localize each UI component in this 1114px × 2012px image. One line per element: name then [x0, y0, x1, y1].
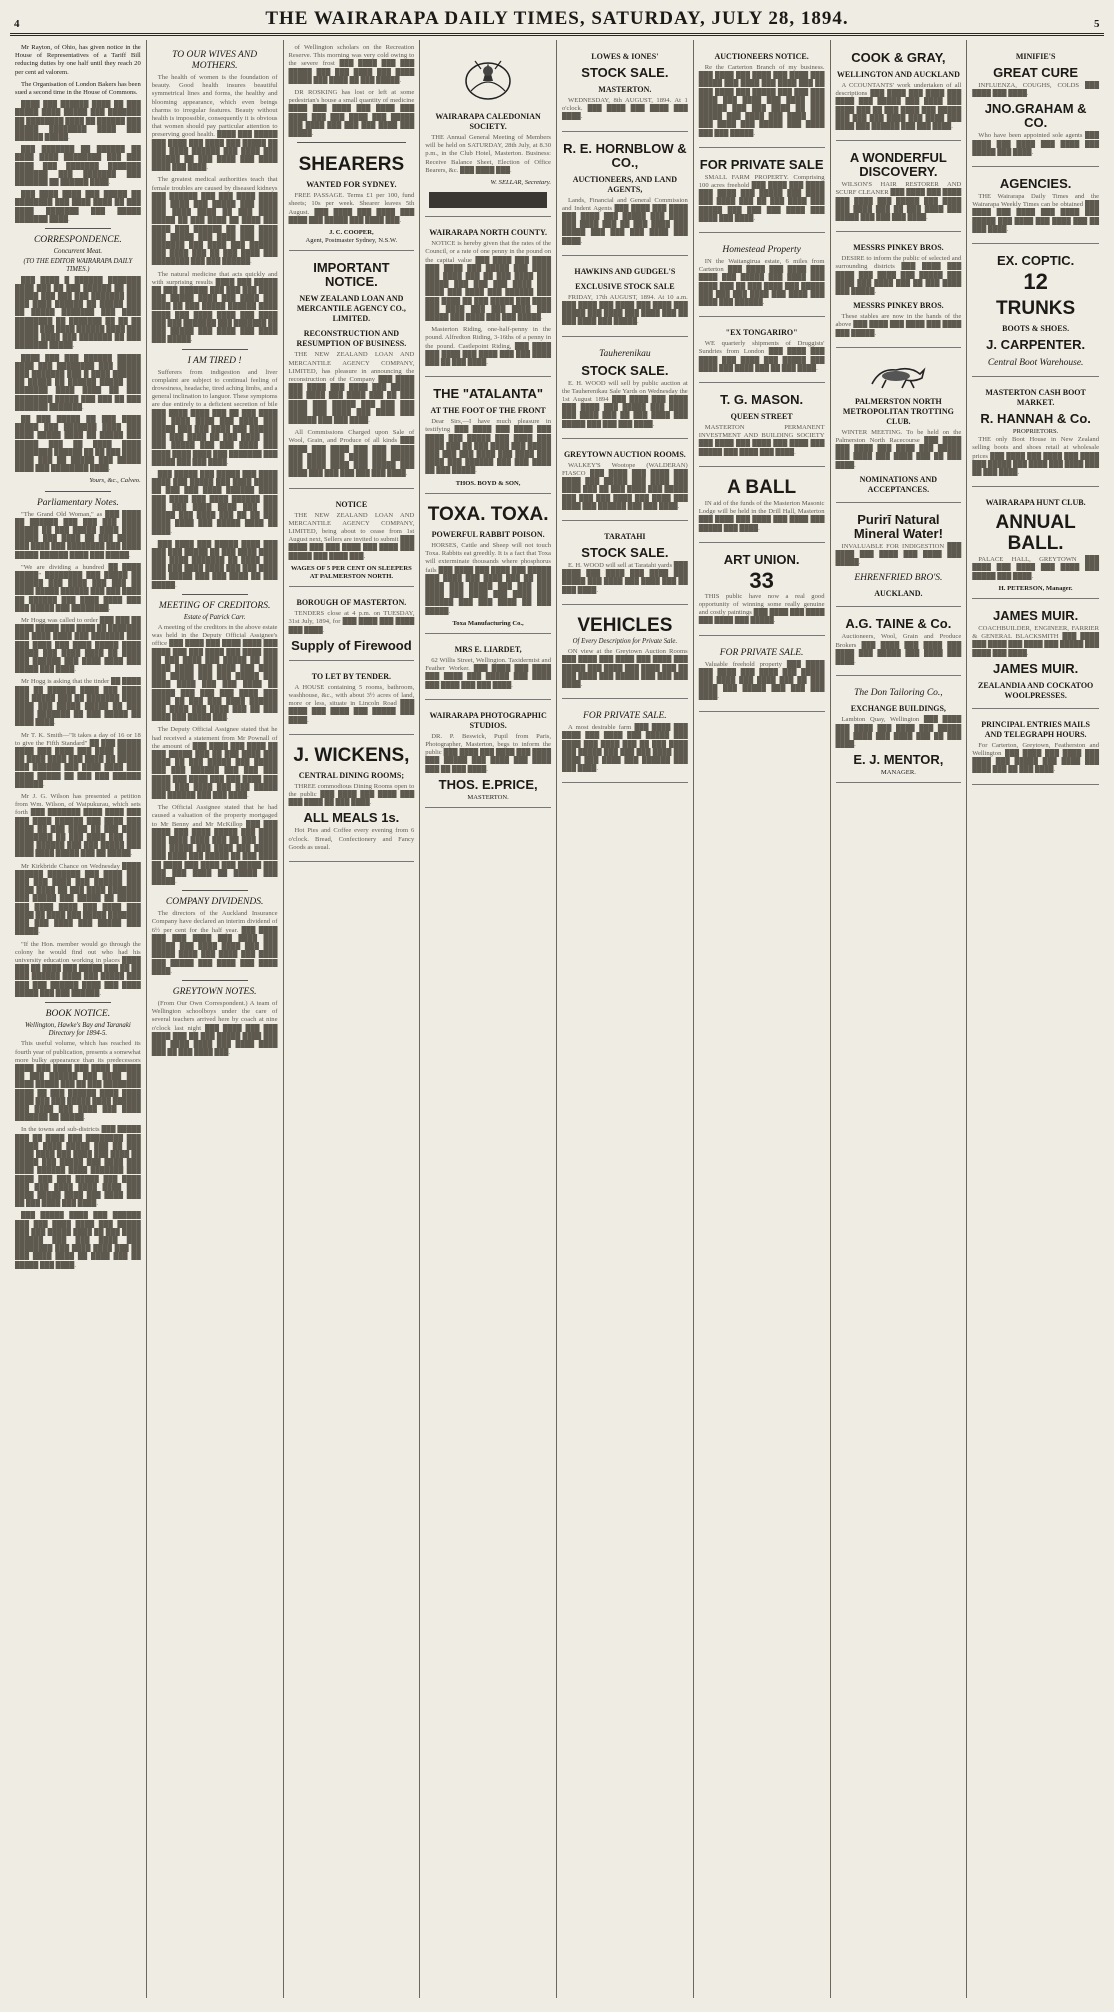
- boots-title: BOOTS & SHOES.: [1002, 324, 1070, 334]
- ehrenfried-place: AUCKLAND.: [874, 589, 923, 599]
- hunt-club-title: WAIRARAPA HUNT CLUB.: [985, 498, 1086, 508]
- column-7: [831, 40, 968, 1998]
- divider: [182, 594, 248, 595]
- ad-text: Auctioneers, Wool, Grain and Produce Brokers ███ ████ ███ ████ ███ ████ ███ █████ ███ ████ ███ ████.: [835, 633, 962, 666]
- column-6: [694, 40, 831, 1998]
- private-sale2-title: FOR PRIVATE SALE: [699, 156, 824, 172]
- mineral-water-title: Purirī Natural Mineral Water!: [853, 511, 943, 541]
- cockatoo-title: ZEALANDIA AND COCKATOO WOOLPRESSES.: [977, 680, 1094, 700]
- body-text: ███ ███████ ██ ██████ ██ ████ ████ ████████ ███ ███ ████ ███ ███████ ███████ ███████ ███ ███████ ███ ███████ ██ ██████ ████.: [15, 146, 141, 187]
- ad-private-sale-3: [699, 639, 825, 712]
- ad-cook-gray: [836, 44, 962, 141]
- body-text: Mr T. K. Smith—"It takes a day of 16 or 18 to give the Fifth Standard" ██ ███ █████ ████ ███ ████ ███ ████ █████ ██ ████ ████ ███ ████ ██ █████ ███ ██████ ███ ████ ████ ███ ████ █████ ██ ███ ███ ██████ ██████.: [15, 731, 141, 788]
- ad-telegraph: [972, 712, 1099, 785]
- stock-sale3-title: STOCK SALE.: [581, 545, 669, 561]
- tauherenikau-title: Tauherenikau: [599, 348, 651, 359]
- ad-text: Lands, Financial and General Commission and Indent Agents ███ ████ ███ ████ ███ ████ ███ █████ ███ ████ ███ ████ ███ ██ ███ ████ ███ █████ ███ ███ ███ ████ ███ ████.: [562, 196, 688, 245]
- pinkey2-title: MESSRS PINKEY BROS.: [853, 301, 944, 311]
- dividends-heading: COMPANY DIVIDENDS.: [165, 897, 264, 908]
- ad-atalanta: [425, 380, 551, 494]
- hawkins-title: HAWKINS AND GUDGEL'S: [574, 266, 676, 276]
- ad-pinkey: [836, 235, 962, 348]
- body-text: A meeting of the creditors in the above estate was held in the Deputy Official Assignee's office ███ ████ ███ ████ ████ ███ ████ ███ ███ ████ ███ ████ ███ ██ ███ ████ ███ █████ ██ ███ ████ ████ ███ ████ ███ ████ ███ █████ ███ ███ █████ ███ ████ ████ ███ ███ ████ ██ █████ ███ ███ ███ ████ ███ ████ ██ ███ ███ ████ ██████ ███ ████ ███ ████ ███ ██ ███ ████ ███ █████ ███.: [151, 623, 278, 722]
- wages-line: WAGES OF 5 PER CENT ON SLEEPERS AT PALMERSTON NORTH.: [290, 564, 412, 580]
- body-text: Mr Hogg is asking that the tinder ██ ████ ███ ██ ██████ ████ ███ ████ ███ █████ ███ ██ ███████ ████ ████ ███ █████ █████ ██ ███ ████ ███████ ██ ███ █████ ██ ████ ████.: [15, 678, 141, 727]
- divider: [182, 980, 248, 981]
- divider: [182, 349, 248, 350]
- ad-text: HORSES, Cattle and Sheep will not touch Toxa. Rabbits eat greedily. It is a fact that Toxa will exterminate thousands where phosphorus fails ███ ████ ███ ████ ███ █████ ███ ████ ███ ████ ███ ██ ███ ████ ███ █████ ███ ███ ███ ████ ███ ████ ███ ████ ███ ██████ ███ ███ ████ ██ ███ █████.: [425, 541, 551, 615]
- ad-agencies: [972, 170, 1099, 244]
- ad-text: INFLUENZA, COUGHS, COLDS ███ ████ ███ ████.: [972, 82, 1099, 98]
- ad-text: MASTERTON PERMANENT INVESTMENT AND BUILDING SOCIETY ███ ████ ███ ████ ███ ████ ███ █████ ███ ████ ███ ████.: [698, 424, 825, 456]
- ad-hornblow: [562, 135, 688, 256]
- ad-discovery: [836, 144, 962, 232]
- graham-title: JNO.GRAHAM & CO.: [984, 101, 1087, 131]
- ad-private-sale-2: [699, 151, 825, 233]
- ad-notice-wages: [289, 492, 415, 588]
- correspondence-to: (TO THE EDITOR WAIRARAPA DAILY TIMES.): [23, 258, 133, 274]
- correspondence-subheading: Concurrent Meat.: [53, 248, 103, 256]
- annual-ball-title: ANNUAL BALL.: [995, 512, 1076, 555]
- hannah-subtitle: PROPRIETORS.: [1012, 428, 1059, 436]
- agencies-title: AGENCIES.: [999, 176, 1072, 192]
- ad-ball: [699, 470, 825, 543]
- ball-title: A BALL: [727, 476, 797, 498]
- discovery-title: A WONDERFUL DISCOVERY.: [849, 150, 947, 180]
- ad-text: THE Annual General Meeting of Members will be held on SATURDAY, 28th July, at 8.30 p.m., in the Club Hotel, Masterton. Business: Receive Balance Sheet, Election of Office Bearers, &c. ███ ████ ███.: [425, 134, 551, 174]
- ad-private-sale: [562, 702, 688, 783]
- ad-north-county: [425, 220, 551, 377]
- shearers-title: SHEARERS: [298, 154, 405, 176]
- body-text: DR ROSKING has lost or left at some pedestrian's house a small quantity of medicine ████ ███ ████ ███ ████ ███ ████ ███ ███ ████ ███ █████ ███ ████ ███ ███ ███ ████ ███ █████.: [288, 89, 415, 138]
- shearers-contact: J. C. COOPER,: [329, 229, 374, 237]
- divider: [182, 890, 248, 891]
- ad-taine: [836, 610, 962, 676]
- ad-hawkins: [562, 259, 688, 337]
- tired-heading: I AM TIRED !: [187, 355, 242, 366]
- liardet-name: MRS E. LIARDET,: [454, 644, 522, 654]
- ad-taratahi: [562, 524, 688, 605]
- body-text: "We are dividing a hundred ██ ████ █████" ████████ ███ █████ ██ ██████ ███ ████ ███ ███ ██ ████ █████ ██████ ███ ███ ████ ██ ██████ ███ ████ ████ ███ ███ █████ ███ ████████.: [15, 563, 141, 612]
- art-union-number: 33: [749, 567, 774, 593]
- ad-text: THREE commodious Dining Rooms open to the public ███ ████ ███ ████ ███ ███ ████ ██ ███ ████.: [288, 782, 415, 807]
- firewood: Supply of Firewood: [291, 637, 412, 653]
- body-text: The health of women is the foundation of beauty. Good health insures beautiful symmetrical lines and forms, the healthy and blooming appearance, which even beings charms to irregular features. Beauty without health is impossible, consequently it is obvious that women should pay particular attention to preserving good health. ████ ███ █████ ███ ████ ███ ████ ███ █████ ██ ███ ████ ██████ ███ ████ ███ ██████ ██ ███ ████ ███ ████ ████ ███ ████.: [151, 74, 278, 172]
- ad-shearers: [289, 147, 415, 251]
- ad-text: A CCOUNTANTS' work undertaken of all descriptions ███ ████ ███ ████ ███ ████ ███ █████ ███ ████ ███ ████ ███ ██ ███ ████ ███ █████ ███ ███ ███ ████ ███ ████ ███ ████ ███ ██████ ███ ███ ████.: [835, 82, 962, 131]
- body-text: ███ █████ ████ ███ ██████ ███ ███ ████ ████ ███ █████ ███ ███ █████ ████ ██ ███ ████ ██████ ███ ███ ████ ███ ████████ ███ ████ ████ ███ ██ ███ ████ ████ ██ ████ ███ ██ █████ ███ ████.: [15, 1212, 141, 1269]
- ad-homestead: [699, 236, 825, 317]
- body-text: In the towns and sub-districts ███ █████ ███ ██ ████ ███ ████████ ███ █████ ████ █████ ███ ██ ███ ████ ████ ███ ████ ███ ████ ██ █████ ███ █████ ███ ████ ███ ████ ██████ ████ ███████ ███ ████ ███ ███ █████ ███ ████ ███ ███ ████ ████ ████ ███ ████ █████ ████ ███ ████ ███ ██ ███ ████ ███ ████.: [15, 1126, 141, 1208]
- notice-title: IMPORTANT NOTICE.: [313, 260, 390, 290]
- mentor-name: E. J. MENTOR,: [853, 752, 944, 768]
- letter-body: ███ ████ █ ██████ ███████ ████ ███ ██ ███ ██████ ██ ███ █████ ███ ███ ███ ███████ ███ ███ ████ ██████ ██ █████ ███ ██ █████ ███████ ███ ████ ████████ ██ ███████ ██ ██ ██ █████ ███ ████ ██████ ████ ███ █████ ████ ███ ███████ ██ ███ ███████ █████.: [15, 276, 141, 350]
- ad-text: Who have been appointed sole agents ███ ████ ███ ████ ███ ████ ███ █████ ███ ████.: [972, 132, 1099, 156]
- ad-auctioneers-notice: [699, 44, 825, 148]
- ad-text: THIS public have now a real good opportunity of winning some really genuine and costly paintings ███ ████ ███ ████ ███ ████ ███ █████.: [698, 592, 825, 625]
- ad-tongariro: [699, 320, 825, 383]
- ad-text: For Carterton, Greytown, Featherston and Wellington ███ ████ ███ ████ ███ ████ ███ █████ ███ ████ ███ ████ ███ ██ ███ ████.: [972, 741, 1099, 774]
- greytown-auction-title: GREYTOWN AUCTION ROOMS.: [563, 449, 686, 459]
- ad-text: WALKEY'S Wootope (WALDERAN) FIASCO ███ ████ ███ ████ ███ ████ ███ █████ ███ ████ ███ ████ ███ ██ ███ ████ ███ █████ ███ ███ ███ ████ ███ ████ ███ ████ ███ ██████ ███ ███ ████.: [562, 461, 688, 510]
- hawkins-subtitle: EXCLUSIVE STOCK SALE: [575, 281, 675, 291]
- ad-text: WILSON'S HAIR RESTORER AND SCURF CLEANER ███ ████ ███ ████ ███ ████ ███ █████ ███ ████ ███ ████ ███ ██ ███ ████ ███ █████ ███ ███ ███ ████.: [835, 181, 962, 222]
- ad-text: NOTICE is hereby given that the rates of the Council, or a rate of one penny in the pound on the capital value ███ ████ ███ ████ ███ ████ ███ █████ ███ ████ ███ ████ ███ ██ ███ ████ ███ █████ ███ ███ ███ ████ ███ ████ ███ ████ ███ ██████ ███ ███ ████ ██ ███ █████ ███ ████ ███ ████ ███ ███ ████ ███ █████ ███ ████ ███ ███ █████.: [425, 240, 551, 322]
- divider: [45, 1002, 111, 1003]
- ad-text: DESIRE to inform the public of selected and surrounding districts ███ ████ ███ ████ ███ ████ ███ █████ ███ ████ ███ ████ ███ ██ ███ ████ ███ █████.: [835, 255, 962, 296]
- ad-caledonian: [425, 44, 551, 217]
- letter-body: ██ ███ █████ ██ ███ ████ █████ ███ ███████ ████ ███ ████ █████ ████ ██ █████ ███ █████ ███ ██ ████ ████ ████████ ██████ ██ ██ ███ ████ ████ ███ ██ █████ ███ █████ ████ ███ ████████ ████.: [15, 415, 141, 473]
- great-cure-title: GREAT CURE: [993, 65, 1079, 80]
- wives-heading: TO OUR WIVES AND MOTHERS.: [172, 50, 258, 71]
- price-place: MASTERTON.: [467, 793, 509, 801]
- ad-hunt-club: [972, 490, 1099, 599]
- book-notice-subheading: Wellington, Hawke's Bay and Taranaki Directory for 1894-5.: [25, 1021, 131, 1038]
- divider: [45, 228, 111, 229]
- taratahi-title: TARATAHI: [604, 532, 646, 542]
- body-text: Mr Hogg was called to order ███ ███ ██ ████ █████ ███ ████ ██ ███████ ███ ████ ████ ███ ███████ ███ ███ ████ ███ ████ █████ ████ █████ ███ ████ ████ ██ ████ ███ ██████ ███ ████ ████ ███ █████ ███ ████.: [15, 616, 141, 674]
- ad-text: FREE PASSAGE. Terms £1 per 100, fund sheets; 10s per week. Shearer leaves 5th August. ███ ████ ███ ████ ███ ████ ███ █████ ███ ████ ███.: [288, 192, 415, 224]
- nominations-title: NOMINATIONS AND ACCEPTANCES.: [859, 474, 938, 494]
- correspondence-heading: CORRESPONDENCE.: [33, 235, 122, 246]
- vehicles-subtitle: Of Every Description for Private Sale.: [572, 637, 678, 645]
- column-4: [420, 40, 557, 1998]
- letter-body: ████ ███ ███ ██████ █████ ████ ███ ████████ ███ █████ ███ ███████ ███ █ ████ ██████ ██ █████ ██ ██████ █████ ███ ███████ ████ ████ ██ ███ ████████ █████ ███ ███ ██ ███ ███████ ███████.: [15, 354, 141, 411]
- meeting-heading: MEETING OF CREDITORS.: [158, 600, 271, 611]
- ad-text: THE NEW ZEALAND LOAN AND MERCANTILE AGENCY COMPANY, LIMITED, has pleasure in announcing the reconstruction of the Company ███ ████ ███ ████ ███ ████ ███ █████ ███ ████ ███ ████ ███ ██ ███ ████ ███ █████ ███ ███ ███ ████ ███ ████ ███ ████ ███ ██████ ███ ███ ████.: [288, 351, 415, 425]
- dark-band: [429, 192, 547, 208]
- body-text: The Deputy Official Assignee stated that he had received a statement from Mr Pownall of the amount of ███ ████ ███ ████ ██ ███ █████ ███ ██ ███ ████ ███ ████ ██ ███ █████ ███ █████ ███ ███ ██████ ███ ███ ███ ████ ███ ████ ███ ███ ████ ███ ████ ███ ████ ███ ███ █████ ███ ██████ ███ ███ ████.: [151, 726, 278, 800]
- column-1: [10, 40, 147, 1998]
- hornblow-subtitle: AUCTIONEERS, AND LAND AGENTS,: [572, 174, 677, 194]
- ad-text: A most desirable farm ███ ████ ███ ████ ███ ████ ███ █████ ███ ████ ███ ████ ███ ██ ███ ████ ███ █████ ███ ███ ███ ████ ███ ████ ███ ████ ███ ██████ ███ ███ ████.: [562, 724, 688, 773]
- ad-text: FRIDAY, 17th AUGUST, 1894. At 10 a.m. ███ ████ ███ ████ ███ ████ ███ █████ ███ ████ ███ ████ ███ ██ ███ ████ ███ █████.: [562, 293, 688, 326]
- body-text: Mr J. G. Wilson has presented a petition from Wm. Wilson, of Waipukurau, which sets forth ███ ███████ ████ ████ ███ ███ ████ ██████ ███ ████ ███ ████ ██ ███ ████ ██ ███ ████ ████████ ██ ███ ████ ███ ███ ████ ██████ ███ ███ █████ ███ ████ ████ █████ ███ ██ █████.: [15, 793, 141, 858]
- price-name: THOS. E.PRICE,: [438, 776, 538, 792]
- body-text: (From Our Own Correspondent.) A team of Wellington schoolboys under the care of several teachers arrived here by coach at nine o'clock last night ███ ████ ███ ███ ████ ███ ██ ███ █████ ████ ███ ███ ████ ████ ███ ████ ████ ███ ██ ███ ████ ███.: [151, 999, 278, 1057]
- reconstruction: RECONSTRUCTION AND RESUMPTION OF BUSINESS.: [296, 329, 407, 349]
- cook-gray-title: COOK & GRAY,: [851, 50, 946, 65]
- toxa-title: TOXA. TOXA.: [427, 503, 549, 525]
- ad-text: Masterton Riding, one-half-penny in the pound. Alfredton Riding, 3-16ths of a penny in the pound. Castlepoint Riding, ███ ████ ███ ████ ███ ████ ███ ███ ████ ███ ██ ███ ████.: [425, 326, 551, 367]
- horse-emblem-icon: [836, 358, 962, 392]
- greytown-heading: GREYTOWN NOTES.: [172, 986, 257, 997]
- wickens-title: J. WICKENS,: [293, 744, 410, 766]
- ad-mason: [699, 386, 825, 467]
- body-text: ███ ████ ███ █████ ████ ███ ███ ███ █████ ██ ███ ████ ████ ███ ████ ███████ ██ ████ ███ ███ ███ ████ ████ ███ ███ ████ ███ █████ ███ ███ ████ ██ ███ █████.: [151, 540, 278, 589]
- body-text: Mr Kirkbride Chance on Wednesday ████ ██████ ███████ ███ ████ ███ ███ ███ ████ ███ ██████ ███ ████ ████ ██ ███ ████ ███████ ███ █████ ███ █████ ██ █████ ███ ████ ████ ███ ████ ███ ████ ██ ████ ███ █████ ███████ ███ ███ ████ ███ █████ ███ █████.: [15, 862, 141, 936]
- ad-text: E. H. WOOD will sell at Taratahi yards ███ ████ ███ ████ ███ ████ ███ █████ ███ ████ ███ ████ ███ ██ ███ ████.: [562, 562, 688, 594]
- coptic-title: EX. COPTIC.: [996, 253, 1075, 269]
- thistle-emblem-icon: [425, 51, 551, 107]
- ad-greytown-auction: [562, 442, 688, 521]
- body-text: The directors of the Auckland Insurance Company have declared an interim dividend of 6½ per cent for the half year. ███ ████ ███ ███ ████ ███ ████ ███ █████ ███ ████ ████ ███ ███ █████ ████ ███ ████ ███ ████ ███ █████ ███ ████ ███ ████ ████.: [151, 910, 278, 975]
- ad-tauherenikau: [562, 340, 688, 439]
- ad-text: INVALUABLE FOR INDIGESTION ███ ████ ███ ████ ███ ████ ███ █████.: [835, 542, 962, 567]
- news-item: The Organisation of London Bakers has been sued a second time in the House of Commons.: [15, 80, 141, 97]
- ad-wickens: [289, 738, 415, 862]
- muir2-title: JAMES MUIR.: [993, 660, 1079, 676]
- ad-muir: [972, 602, 1099, 709]
- north-county-title: WAIRARAPA NORTH COUNTY.: [429, 228, 547, 238]
- society-title: WAIRARAPA CALEDONIAN SOCIETY.: [435, 112, 541, 131]
- photo-studios-title: WAIRARAPA PHOTOGRAPHIC STUDIOS.: [429, 710, 547, 730]
- ad-text: Hot Pies and Coffee every evening from 6 o'clock. Bread, Confectionery and Fancy Goods as usual.: [288, 827, 415, 851]
- ad-lowes-stock-sale: [562, 44, 688, 132]
- trunks-count: 12: [1023, 269, 1048, 295]
- atalanta-title: THE "ATALANTA": [433, 386, 544, 402]
- ad-important-notice: [289, 254, 415, 488]
- hannah-title: R. HANNAH & Co.: [980, 411, 1091, 427]
- boyd-name: THOS. BOYD & SON,: [455, 479, 521, 487]
- stock-sale-title: STOCK SALE.: [581, 65, 669, 80]
- borough-title: BOROUGH OF MASTERTON.: [296, 598, 407, 608]
- newspaper-title: THE WAIRARAPA DAILY TIMES, SATURDAY, JULY 28, 1894.: [265, 8, 849, 29]
- tailoring-title: The Don Tailoring Co.,: [854, 688, 943, 699]
- body-text: ████ ███ ██████ ████ ██ ███ █████ ████ █████ ███ ███████ ██ ████████ ████ ██ ██████ ███ █████ ████████ ████ ███ ██████ █████.: [15, 101, 141, 142]
- ad-text: ON view at the Greytown Auction Rooms ███ ████ ███ ████ ███ ████ ███ █████ ███ ████ ███ ████ ███ ██ ███ ████ ███ █████ ███ ███ ███ ████.: [562, 648, 688, 688]
- ad-text: 62 Willis Street, Wellington. Taxidermist and Feather Worker. ███ ████ ███ ████ ███ ████ ███ █████ ███ ████ ███ ████ ███ ███ ████.: [425, 656, 551, 689]
- shearers-agent: Agent, Postmaster Sydney, N.S.W.: [305, 237, 398, 245]
- hornblow-title: R. E. HORNBLOW & CO.,: [563, 140, 687, 170]
- book-notice-heading: BOOK NOTICE.: [45, 1008, 111, 1019]
- ad-text: COACHBUILDER, ENGINEER, FARRIER & GENERAL BLACKSMITH ███ ████ ███ ████ ███ ████ ███ █████ ███ ████ ███ ████.: [972, 625, 1099, 657]
- ad-text: Lambton Quay, Wellington ███ ████ ███ ████ ███ ████ ███ █████ ███ ████ ███ ████ ███ ██ ███ ████.: [835, 716, 962, 748]
- body-text: The greatest medical authorities teach that female troubles are caused by diseased kidneys ███ ██████ ███ ███ ████ ████ ███ ████ ███ █████ ███ ████ ███ ████ ████ ██ ███ ████ █████ ██ ███ ████ ██ ████ ███ ████ ███ ██████ ██ ███ ████ ███ █████ ███ ████ ███ ████ ███████ ███ ████ ███ ██████ ███ ████ ███ ██ ███ ████ ███ ████████ ███ ███ ██████.: [151, 176, 278, 266]
- body-text: The natural medicine that acts quickly and with surprising results ████ ███ █████ ██ ███ ██████ ███ ███ ███ ████ ███ █████ ████ ███ ████ ███ ████ ██ ███ █████ ██████ ████ ████ ███ ████ ████ ███ ████ ███ ███ ███████ ███ ███████ ██ ███ █████ ███ ████ ███ ████ ███ █████.: [151, 270, 278, 344]
- page-number-left: 4: [14, 18, 20, 30]
- notice2-title: NOTICE: [335, 499, 368, 509]
- ad-text: Valuable freehold property ███ ████ ███ ████ ███ ████ ███ █████ ███ ████ ███ ████ ███ ██ ███ ████ ███ █████ ███ ███ ███ ████.: [698, 660, 825, 701]
- ad-photo-studios: [425, 703, 551, 808]
- mason-subtitle: QUEEN STREET: [730, 412, 793, 422]
- auctioneers-title: AUCTIONEERS NOTICE.: [714, 52, 809, 61]
- society-signature: W. SELLAR, Secretary.: [490, 179, 551, 187]
- divider: [45, 491, 111, 492]
- ad-toxa: [425, 497, 551, 634]
- ad-coptic: [972, 247, 1099, 377]
- ad-vehicles: [562, 608, 688, 699]
- ad-cash-boot: [972, 380, 1099, 487]
- toxa-company: Toxa Manufacturing Co.,: [452, 619, 524, 627]
- column-5: [557, 40, 694, 1998]
- shearers-subtitle: WANTED FOR SYDNEY.: [306, 180, 397, 190]
- private-sale-title: FOR PRIVATE SALE.: [583, 711, 667, 722]
- telegraph-title: PRINCIPAL ENTRIES MAILS AND TELEGRAPH HOURS.: [981, 719, 1090, 739]
- ad-trotting-club: [836, 351, 962, 503]
- news-item: Mr Rayton, of Ohio, has given notice in the House of Representatives of a Tariff Bill reducing duties by one half until they reach 20 per cent ad valorem.: [15, 44, 141, 76]
- to-let-title: TO LET BY TENDER.: [311, 671, 392, 681]
- body-text: ███ █████ ███ █████ ███ ████ ████ ███ █████ ███ ████ █████ ██ ███ ███ ████ ██████ ████ ███ ████ ███ ████ ██████ ███ ███ ███ ████ ████ ███ ███ █████ ███ ████ ███ ██ ██ ███ ████ ████ ███ █████ ████ ██ ████.: [151, 470, 278, 536]
- body-text: The Official Assignee stated that he had caused a valuation of the property mortgaged to Mr Benny and Mr McKillop ███ ███ ████ ███ ████ █████ ███ ████ ███ ████ ████ ███ ██ ███ ████ ███ █████ ███ ████ ███ █████ ███ ████ ███ █████ ██ ███ ████ ██ ████ ███ ████ ███ █████ ███ ███ ███ ████ ██ █████ ███ █████.: [151, 804, 278, 886]
- column-3: [284, 40, 421, 1998]
- art-union-title: ART UNION.: [723, 551, 800, 567]
- body-text: Sufferers from indigestion and liver complaint are subject to continual feeling of drowsiness, headache, tired aching limbs, and a general inclination to languor. These symptoms are due entirely to a deficient secretion of bile ███ ████ ████ ███ ██ ███ ████ ███ ████ ████ ███ ████ ███ █████ ███ ███ ████ ███ ██████ ███ ███ ████ ██ ███ ████ ███ ███ █████ ███ ███ ████ ███ ████ ████ ████ ███ ███████ ███ █████ ███ ███ ████.: [151, 368, 278, 466]
- ad-text: WINTER MEETING. To be held on the Palmerston North Racecourse ███ ████ ███ ████ ███ ████ ███ █████ ███ ████ ███ ████ ███ ██ ███ ████.: [835, 428, 962, 469]
- atalanta-subtitle: AT THE FOOT OF THE FRONT: [430, 406, 546, 416]
- ad-text: THE only Boot House in New Zealand selling boots and shoes retail at wholesale prices ███ ████ ███ ████ ███ ████ ███ █████ ███ ████ ███ ████ ███ ██ ███ ████.: [972, 436, 1099, 477]
- ad-text: THE Wairarapa Daily Times and the Wairarapa Weekly Times can be obtained ███ ████ ███ ████ ███ ████ ███ █████ ███ ████ ███ ████ ███ ██ ███ ████.: [972, 193, 1099, 233]
- divider: [297, 142, 407, 143]
- peterson-name: H. PETERSON, Manager.: [998, 584, 1073, 592]
- ad-text: TENDERS close at 4 p.m. on TUESDAY, 31st July, 1894, for ███ ████ ███ ████ ███ ████.: [288, 610, 415, 634]
- ad-borough: [289, 590, 415, 661]
- ad-art-union: [699, 546, 825, 636]
- body-text: "The Grand Old Woman," as ███ ████ ██ ██████ ███ ███ ███ ████ █████ ██ ███ █████ ████ ████ █████ ███ ████ ██ ███ █████ ███ ████ ███ ████████ ███ ████ █████ ██████ ████ ███ █████.: [15, 510, 141, 559]
- body-text: ███ ████ ████ ███ █████ ██ ████████ ███ ████ ████ ██ ███ ████ ███████ ███ █████ ███████ ████.: [15, 191, 141, 223]
- ad-text: DR. P. Beswick, Pupil from Paris, Photographer, Masterton, begs to inform the public ███ ████ ███ ████ ███ ████ ███ █████ ███ ████ ███ ████ ███ ██ ███ ████.: [425, 732, 551, 773]
- tongariro-title: "EX TONGARIRO": [725, 328, 798, 338]
- page-number-right: 5: [1094, 18, 1100, 30]
- ad-text: IN the Waitangirua estate, 6 miles from Carterton ███ ████ ███ ████ ███ ████ ███ █████ ███ ████ ███ ████ ███ ██ ███ ████ ███ █████ ███ ███ ███ ████ ███ ████ ███ ████ ███ ██████.: [698, 258, 825, 307]
- pinkey-title: MESSRS PINKEY BROS.: [853, 243, 944, 253]
- meeting-subheading: Estate of Patrick Carr.: [183, 613, 246, 621]
- trunks-title: TRUNKS: [996, 298, 1076, 320]
- stock-sale2-title: STOCK SALE.: [581, 362, 669, 378]
- masthead: [10, 6, 1104, 36]
- carpenter-subtitle: Central Boot Warehouse.: [987, 358, 1084, 369]
- minifie-title: MINIFIE'S: [1015, 52, 1056, 61]
- ad-text: These stables are now in the hands of the above ███ ████ ███ ████ ███ ████ ███ █████.: [835, 313, 962, 337]
- ad-to-let: [289, 664, 415, 735]
- ad-text: IN aid of the funds of the Masterton Masonic Lodge will be held in the Drill Hall, Masterton ███ ████ ███ ████ ███ ████ ███ █████ ███ ████.: [698, 499, 825, 532]
- parliamentary-heading: Parliamentary Notes.: [36, 497, 119, 508]
- ad-tailoring: [836, 679, 962, 783]
- ad-text: Re the Carterton Branch of my business. ███ ████ ███ ████ ███ ████ ███ █████ ███ ████ ███ ████ ███ ██ ███ ████ ███ █████ ███ ███ ███ ████ ███ ████ ███ ████ ███ ██████ ███ ███ ████ ██ ███ █████ ███ ████ ███ ████ ███ ███ ████ ███ █████ ███ ████ ███ ███ █████.: [698, 64, 825, 137]
- ad-text: E. H. WOOD will sell by public auction at the Tauherenikau Sale Yards on Wednesday the 1st August 1894 ███ ████ ███ ████ ███ ████ ███ █████ ███ ████ ███ ████ ███ ██ ███ ████ ███ █████ ███ ███ ███ ████.: [562, 379, 688, 428]
- body-text: of Wellington scholars on the Recreation Reserve. This morning was very cold owing to the severe frost ███ ████ ███ ███ █████ ███ ███ ████ ███ ████ █████ ███ ████ ██ ███ █████.: [288, 44, 415, 84]
- columns: [10, 40, 1104, 1998]
- ehrenfried-title: EHRENFRIED BRO'S.: [854, 573, 943, 584]
- taine-title: A.G. TAINE & Co.: [845, 616, 952, 632]
- ad-text: WE quarterly shipments of Druggists' Sundries from London ███ ████ ███ ████ ███ ████ ███ █████ ███ ████ ███ ████ ███ ██ ███ ████.: [698, 340, 825, 372]
- ad-liardet: [425, 637, 551, 700]
- tailoring-subtitle: EXCHANGE BUILDINGS,: [850, 704, 946, 714]
- mentor-title: MANAGER.: [880, 769, 916, 777]
- ad-mineral-water: [836, 506, 962, 608]
- trotting-club-title: PALMERSTON NORTH METROPOLITAN TROTTING CLUB.: [842, 396, 954, 426]
- homestead-title: Homestead Property: [722, 245, 801, 256]
- private-sale3-title: FOR PRIVATE SALE.: [719, 647, 804, 658]
- ad-text: PALACE HALL, GREYTOWN ███ ████ ███ ████ ███ ████ ███ █████ ███ ████.: [972, 556, 1099, 580]
- ad-text: THE NEW ZEALAND LOAN AND MERCANTILE AGENCY COMPANY, LIMITED, being about to cease from 1st August next, Sellers are invited to submit ███ ████ ███ ███ ████ ███ ████ ███ █████ ███ ████ ███.: [288, 511, 415, 560]
- mason-title: T. G. MASON.: [720, 392, 804, 408]
- wickens-subtitle: CENTRAL DINING ROOMS;: [298, 770, 405, 780]
- column-2: [147, 40, 284, 1998]
- vehicles-title: VEHICLES: [577, 614, 673, 636]
- carpenter-title: J. CARPENTER.: [986, 337, 1086, 353]
- ad-text: SMALL FARM PROPERTY. Comprising 100 acres freehold ███ ████ ███ ████ ███ ████ ███ █████ ███ ████ ███ ████ ███ ██ ███ ████ ███ █████ ███ ███ ███ ████ ███ ████ ███ ████.: [698, 173, 825, 222]
- nz-company: NEW ZEALAND LOAN AND MERCANTILE AGENCY CO., LIMITED.: [296, 294, 406, 324]
- ad-text: All Commissions Charged upon Sale of Wool, Grain, and Produce of all kinds ███ ████ ███ ████ ███ ███ █████ ███ ████ ███ ████ ███ █████ ███ ████ ████ ███ █████ ███ ████ ███ ███ ███ ███ ███ ████.: [288, 429, 415, 478]
- muir-title: JAMES MUIR.: [993, 608, 1079, 624]
- body-text: This useful volume, which has reached its fourth year of publication, presents a somewhat more bulky appearance than its predecessors ████ ███ ████ ███ ████ ██████ ██ ███ ██████ ███ ████ ███ ████ █████ ███ ██ ███ ████████ ████ ██ ███ ██████ ████ ████ ████ ███ ███ █████ ████ ██████ ███ ████ ███ ████ ███ ████ ███████ ██ █████.: [15, 1040, 141, 1122]
- toxa-subtitle: POWERFUL RABBIT POISON.: [431, 529, 545, 539]
- column-8: [967, 40, 1104, 1998]
- ad-text: Dear Sirs,—I have much pleasure in testifying ███ ████ ███ ████ ███ ████ ███ █████ ███ ████ ███ ████ ███ ██ ███ ████ ███ █████ ███ ███ ███ ████ ███ ████ ███ ████ ███ ██████ ███ ███ ████ ██ ███ █████.: [425, 418, 551, 475]
- letter-signature: Yours, &c., Calveo.: [89, 477, 141, 485]
- ad-minifie: [972, 44, 1099, 167]
- cash-boot-title: MASTERTON CASH BOOT MARKET.: [985, 388, 1086, 408]
- body-text: "If the Hon. member would go through the colony he would find out who had his university education working in places ████ ███ ██ ████ ███ █████ ███ ██ ██ ███ ██████ ████ ███ █████ ███ ███ ███ ██████ ████ ███ ████ █████ ███ ███ ██████.: [15, 940, 141, 997]
- ad-text: WEDNESDAY, 8th AUGUST, 1894. At 1 o'clock. ███ ████ ███ ████ ███ ████.: [562, 97, 688, 121]
- stock-sale-place: MASTERTON.: [598, 85, 652, 94]
- lowes-heading: LOWES & IONES': [591, 52, 659, 61]
- all-meals: ALL MEALS 1s.: [303, 810, 400, 826]
- cook-gray-place: WELLINGTON AND AUCKLAND: [836, 70, 960, 79]
- ad-text: A HOUSE containing 5 rooms, bathroom, washhouse, &c., with about 3½ acres of land, more or less, situate in Lincoln Road ███ ████ ███ ████ ███ █████ ███ ████.: [288, 683, 415, 724]
